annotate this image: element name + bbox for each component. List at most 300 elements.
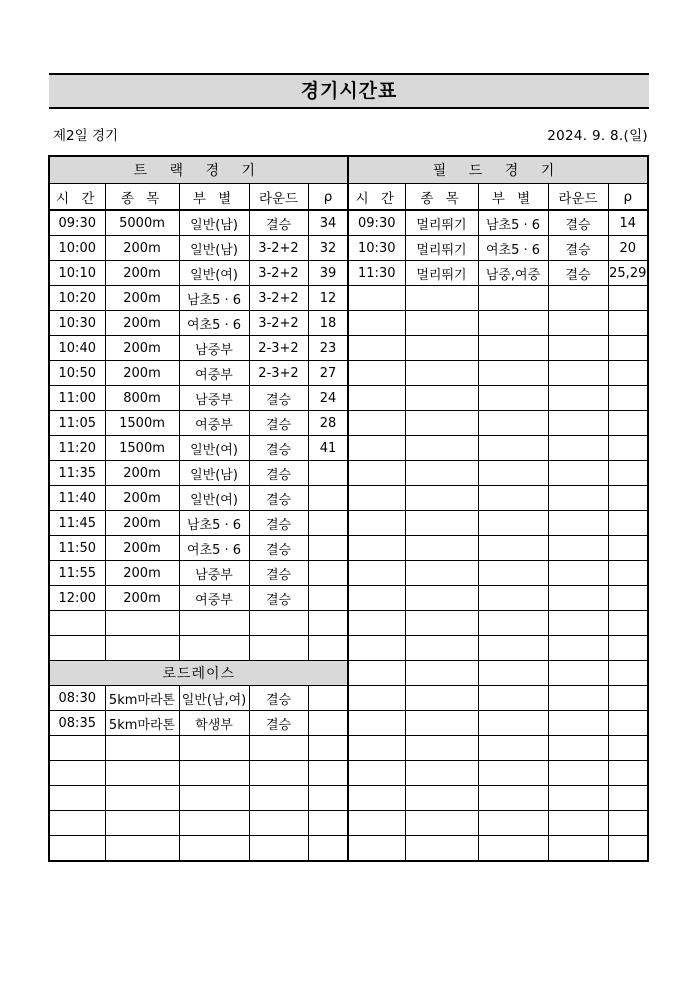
division-cell xyxy=(478,461,548,486)
round-cell: 결승 xyxy=(249,686,308,711)
division-cell: 일반(남) xyxy=(179,210,249,236)
entries-cell xyxy=(308,461,348,486)
table-row xyxy=(348,210,648,236)
time-cell xyxy=(348,536,405,561)
division-cell: 남초5 · 6 xyxy=(179,286,249,311)
table-row xyxy=(348,636,648,661)
time-cell: 09:30 xyxy=(49,210,105,236)
table-row xyxy=(348,336,648,361)
table-row xyxy=(49,636,348,661)
round-cell: 결승 xyxy=(249,461,308,486)
table-row xyxy=(348,461,648,486)
round-cell xyxy=(548,611,608,636)
event-cell xyxy=(405,686,478,711)
table-row xyxy=(348,411,648,436)
division-cell: 일반(여) xyxy=(179,436,249,461)
round-cell xyxy=(548,536,608,561)
event-cell: 200m xyxy=(105,336,179,361)
time-cell xyxy=(348,511,405,536)
table-row xyxy=(49,561,348,586)
round-cell: 3-2+2 xyxy=(249,311,308,336)
round-cell: 결승 xyxy=(548,210,608,236)
event-cell xyxy=(405,586,478,611)
round-cell xyxy=(249,736,308,761)
column-header: 시 간 xyxy=(348,184,405,211)
entries-cell xyxy=(308,711,348,736)
entries-cell xyxy=(608,711,648,736)
entries-cell xyxy=(608,361,648,386)
event-cell xyxy=(405,511,478,536)
division-cell xyxy=(478,711,548,736)
division-cell xyxy=(478,586,548,611)
division-cell xyxy=(179,636,249,661)
round-cell: 결승 xyxy=(249,436,308,461)
division-cell xyxy=(478,411,548,436)
event-cell xyxy=(405,561,478,586)
division-cell: 남초5 · 6 xyxy=(478,210,548,236)
entries-cell xyxy=(308,561,348,586)
event-cell xyxy=(105,786,179,811)
round-cell xyxy=(548,386,608,411)
event-cell xyxy=(405,811,478,836)
round-cell xyxy=(548,486,608,511)
column-header: ρ xyxy=(308,184,348,211)
round-cell xyxy=(548,511,608,536)
event-cell xyxy=(405,761,478,786)
event-cell: 멀리뛰기 xyxy=(405,261,478,286)
entries-cell xyxy=(608,836,648,862)
time-cell xyxy=(49,611,105,636)
event-cell xyxy=(105,811,179,836)
round-cell xyxy=(249,611,308,636)
table-row xyxy=(49,536,348,561)
column-header: 라운드 xyxy=(548,184,608,211)
division-cell: 일반(여) xyxy=(179,486,249,511)
entries-cell xyxy=(308,686,348,711)
division-cell xyxy=(478,611,548,636)
event-cell: 200m xyxy=(105,311,179,336)
entries-cell: 12 xyxy=(308,286,348,311)
event-cell: 1500m xyxy=(105,411,179,436)
division-cell xyxy=(478,361,548,386)
time-cell: 10:20 xyxy=(49,286,105,311)
table-row xyxy=(49,511,348,536)
entries-cell xyxy=(608,736,648,761)
time-cell: 11:40 xyxy=(49,486,105,511)
entries-cell xyxy=(608,761,648,786)
table-row xyxy=(348,611,648,636)
time-cell xyxy=(348,736,405,761)
division-cell xyxy=(478,761,548,786)
entries-cell: 41 xyxy=(308,436,348,461)
table-row xyxy=(49,236,348,261)
round-cell xyxy=(548,411,608,436)
event-cell xyxy=(105,611,179,636)
round-cell xyxy=(249,786,308,811)
event-cell: 200m xyxy=(105,536,179,561)
round-cell xyxy=(548,736,608,761)
event-cell: 200m xyxy=(105,236,179,261)
time-cell xyxy=(348,561,405,586)
time-cell: 08:35 xyxy=(49,711,105,736)
entries-cell xyxy=(608,586,648,611)
division-cell xyxy=(478,286,548,311)
page-title: 경기시간표 xyxy=(49,73,649,109)
table-row xyxy=(348,286,648,311)
column-header: 부 별 xyxy=(179,184,249,211)
division-cell xyxy=(179,786,249,811)
event-cell xyxy=(105,761,179,786)
time-cell: 11:00 xyxy=(49,386,105,411)
entries-cell xyxy=(608,786,648,811)
division-cell: 여중부 xyxy=(179,361,249,386)
round-cell xyxy=(548,586,608,611)
entries-cell: 27 xyxy=(308,361,348,386)
time-cell xyxy=(49,636,105,661)
entries-cell: 14 xyxy=(608,210,648,236)
division-cell: 남초5 · 6 xyxy=(179,511,249,536)
time-cell xyxy=(348,386,405,411)
division-cell xyxy=(478,536,548,561)
table-row xyxy=(348,686,648,711)
event-cell xyxy=(405,386,478,411)
event-cell xyxy=(405,536,478,561)
division-cell: 일반(여) xyxy=(179,261,249,286)
entries-cell: 20 xyxy=(608,236,648,261)
time-cell xyxy=(348,761,405,786)
event-cell: 멀리뛰기 xyxy=(405,236,478,261)
round-cell: 2-3+2 xyxy=(249,361,308,386)
column-header: 부 별 xyxy=(478,184,548,211)
column-header: 시 간 xyxy=(49,184,105,211)
section-title: 트 랙 경 기 xyxy=(49,156,348,184)
table-row xyxy=(348,836,648,862)
entries-cell: 39 xyxy=(308,261,348,286)
division-cell xyxy=(179,761,249,786)
entries-cell xyxy=(608,811,648,836)
round-cell xyxy=(548,436,608,461)
division-cell xyxy=(179,611,249,636)
time-cell: 10:00 xyxy=(49,236,105,261)
division-cell: 여초5 · 6 xyxy=(478,236,548,261)
entries-cell xyxy=(608,386,648,411)
table-row xyxy=(49,210,348,236)
division-cell xyxy=(478,811,548,836)
table-row xyxy=(348,586,648,611)
entries-cell xyxy=(608,436,648,461)
time-cell xyxy=(348,411,405,436)
division-cell xyxy=(478,786,548,811)
event-cell: 5000m xyxy=(105,210,179,236)
time-cell xyxy=(348,286,405,311)
entries-cell xyxy=(308,811,348,836)
table-row xyxy=(49,461,348,486)
table-row xyxy=(348,386,648,411)
column-header: 라운드 xyxy=(249,184,308,211)
division-cell xyxy=(478,686,548,711)
table-row xyxy=(348,511,648,536)
event-cell xyxy=(405,411,478,436)
time-cell xyxy=(49,736,105,761)
time-cell xyxy=(348,836,405,862)
time-cell: 08:30 xyxy=(49,686,105,711)
round-cell xyxy=(249,811,308,836)
time-cell xyxy=(49,836,105,862)
round-cell xyxy=(249,636,308,661)
entries-cell: 32 xyxy=(308,236,348,261)
time-cell: 11:30 xyxy=(348,261,405,286)
table-row xyxy=(348,236,648,261)
time-cell xyxy=(49,761,105,786)
table-row xyxy=(348,736,648,761)
division-cell xyxy=(478,336,548,361)
table-row xyxy=(49,261,348,286)
division-cell: 일반(남) xyxy=(179,461,249,486)
round-cell: 결승 xyxy=(249,210,308,236)
round-cell xyxy=(548,761,608,786)
table-row xyxy=(348,761,648,786)
round-cell: 결승 xyxy=(548,236,608,261)
time-cell: 11:50 xyxy=(49,536,105,561)
table-row xyxy=(49,336,348,361)
time-cell: 10:40 xyxy=(49,336,105,361)
entries-cell xyxy=(308,761,348,786)
entries-cell xyxy=(308,736,348,761)
division-cell xyxy=(478,636,548,661)
entries-cell xyxy=(608,636,648,661)
division-cell: 남중부 xyxy=(179,386,249,411)
event-cell xyxy=(405,711,478,736)
event-cell: 200m xyxy=(105,361,179,386)
round-cell xyxy=(548,311,608,336)
table-row xyxy=(348,536,648,561)
entries-cell xyxy=(608,561,648,586)
division-cell xyxy=(179,811,249,836)
entries-cell: 18 xyxy=(308,311,348,336)
entries-cell xyxy=(608,461,648,486)
division-cell: 여초5 · 6 xyxy=(179,311,249,336)
division-cell xyxy=(478,661,548,686)
table-row xyxy=(348,361,648,386)
division-cell xyxy=(478,511,548,536)
event-cell: 800m xyxy=(105,386,179,411)
round-cell xyxy=(548,661,608,686)
time-cell xyxy=(348,361,405,386)
event-cell: 200m xyxy=(105,261,179,286)
table-row xyxy=(348,561,648,586)
division-cell xyxy=(478,386,548,411)
section-title-row xyxy=(348,156,648,184)
day-label: 제2일 경기 xyxy=(53,128,119,144)
event-cell xyxy=(405,786,478,811)
entries-cell: 23 xyxy=(308,336,348,361)
round-cell xyxy=(548,811,608,836)
entries-cell xyxy=(308,511,348,536)
time-cell xyxy=(348,636,405,661)
division-cell xyxy=(478,311,548,336)
event-cell: 5km마라톤 xyxy=(105,711,179,736)
round-cell: 결승 xyxy=(249,711,308,736)
table-row xyxy=(49,586,348,611)
event-cell xyxy=(405,611,478,636)
entries-cell: 34 xyxy=(308,210,348,236)
round-cell xyxy=(548,786,608,811)
division-cell xyxy=(478,836,548,862)
table-row xyxy=(348,311,648,336)
event-cell xyxy=(405,661,478,686)
event-cell xyxy=(105,736,179,761)
column-header: 종 목 xyxy=(105,184,179,211)
round-cell: 결승 xyxy=(249,411,308,436)
event-cell xyxy=(405,286,478,311)
round-cell: 3-2+2 xyxy=(249,261,308,286)
round-cell: 결승 xyxy=(249,536,308,561)
event-cell xyxy=(405,361,478,386)
division-cell: 여초5 · 6 xyxy=(179,536,249,561)
entries-cell xyxy=(308,486,348,511)
time-cell xyxy=(348,786,405,811)
table-row xyxy=(348,261,648,286)
round-cell xyxy=(548,711,608,736)
time-cell: 10:30 xyxy=(348,236,405,261)
round-cell xyxy=(548,836,608,862)
round-cell xyxy=(548,636,608,661)
division-cell xyxy=(478,736,548,761)
table-row xyxy=(49,411,348,436)
table-row xyxy=(49,436,348,461)
entries-cell xyxy=(308,536,348,561)
time-cell xyxy=(348,611,405,636)
event-cell: 200m xyxy=(105,286,179,311)
table-row xyxy=(49,786,348,811)
event-cell xyxy=(105,836,179,862)
event-cell: 멀리뛰기 xyxy=(405,210,478,236)
table-row xyxy=(49,761,348,786)
event-cell: 200m xyxy=(105,511,179,536)
time-cell xyxy=(348,661,405,686)
column-header: 종 목 xyxy=(405,184,478,211)
entries-cell xyxy=(608,311,648,336)
round-cell xyxy=(548,336,608,361)
event-cell xyxy=(405,836,478,862)
entries-cell xyxy=(608,611,648,636)
table-row xyxy=(49,361,348,386)
time-cell: 11:45 xyxy=(49,511,105,536)
round-cell: 결승 xyxy=(249,586,308,611)
event-cell: 200m xyxy=(105,561,179,586)
table-row xyxy=(348,436,648,461)
table-row xyxy=(49,836,348,862)
table-row xyxy=(49,611,348,636)
round-cell xyxy=(548,561,608,586)
table-row xyxy=(49,811,348,836)
time-cell: 10:30 xyxy=(49,311,105,336)
division-cell: 남중부 xyxy=(179,336,249,361)
round-cell xyxy=(548,461,608,486)
time-cell xyxy=(348,311,405,336)
division-cell: 학생부 xyxy=(179,711,249,736)
time-cell: 09:30 xyxy=(348,210,405,236)
time-cell: 12:00 xyxy=(49,586,105,611)
time-cell xyxy=(348,436,405,461)
division-cell: 여중부 xyxy=(179,411,249,436)
entries-cell xyxy=(308,836,348,862)
section-title: 필 드 경 기 xyxy=(348,156,648,184)
event-cell: 200m xyxy=(105,461,179,486)
time-cell: 11:55 xyxy=(49,561,105,586)
entries-cell xyxy=(608,661,648,686)
time-cell xyxy=(348,711,405,736)
entries-cell xyxy=(608,536,648,561)
division-cell: 일반(남,여) xyxy=(179,686,249,711)
event-cell: 200m xyxy=(105,486,179,511)
entries-cell: 28 xyxy=(308,411,348,436)
event-cell xyxy=(405,736,478,761)
event-date: 2024. 9. 8.(일) xyxy=(547,128,648,144)
event-cell: 200m xyxy=(105,586,179,611)
table-row xyxy=(49,736,348,761)
entries-cell xyxy=(608,486,648,511)
round-cell: 3-2+2 xyxy=(249,286,308,311)
table-row xyxy=(348,811,648,836)
round-cell xyxy=(548,361,608,386)
time-cell: 11:20 xyxy=(49,436,105,461)
table-row xyxy=(348,661,648,686)
entries-cell: 25,29 xyxy=(608,261,648,286)
division-cell xyxy=(179,736,249,761)
division-cell: 여중부 xyxy=(179,586,249,611)
round-cell: 결승 xyxy=(548,261,608,286)
division-cell: 남중부 xyxy=(179,561,249,586)
event-cell xyxy=(405,336,478,361)
division-cell xyxy=(478,561,548,586)
division-cell: 일반(남) xyxy=(179,236,249,261)
table-row xyxy=(348,786,648,811)
table-row xyxy=(49,711,348,736)
table-row xyxy=(348,711,648,736)
time-cell xyxy=(49,811,105,836)
time-cell: 11:05 xyxy=(49,411,105,436)
entries-cell xyxy=(308,786,348,811)
section-title: 로드레이스 xyxy=(49,661,348,686)
division-cell xyxy=(478,486,548,511)
entries-cell xyxy=(308,611,348,636)
event-cell xyxy=(105,636,179,661)
track-schedule-table xyxy=(48,155,349,862)
round-cell xyxy=(548,686,608,711)
event-cell xyxy=(405,461,478,486)
entries-cell xyxy=(308,586,348,611)
division-cell xyxy=(478,436,548,461)
entries-cell: 24 xyxy=(308,386,348,411)
event-cell xyxy=(405,636,478,661)
round-cell: 2-3+2 xyxy=(249,336,308,361)
time-cell: 10:10 xyxy=(49,261,105,286)
header-row xyxy=(49,184,348,211)
road-race-title-row xyxy=(49,661,348,686)
event-cell xyxy=(405,486,478,511)
time-cell xyxy=(348,336,405,361)
round-cell: 결승 xyxy=(249,511,308,536)
table-row xyxy=(49,686,348,711)
event-cell xyxy=(405,436,478,461)
division-cell: 남중,여중 xyxy=(478,261,548,286)
event-cell xyxy=(405,311,478,336)
entries-cell xyxy=(608,686,648,711)
table-row xyxy=(49,311,348,336)
entries-cell xyxy=(608,336,648,361)
time-cell xyxy=(348,461,405,486)
